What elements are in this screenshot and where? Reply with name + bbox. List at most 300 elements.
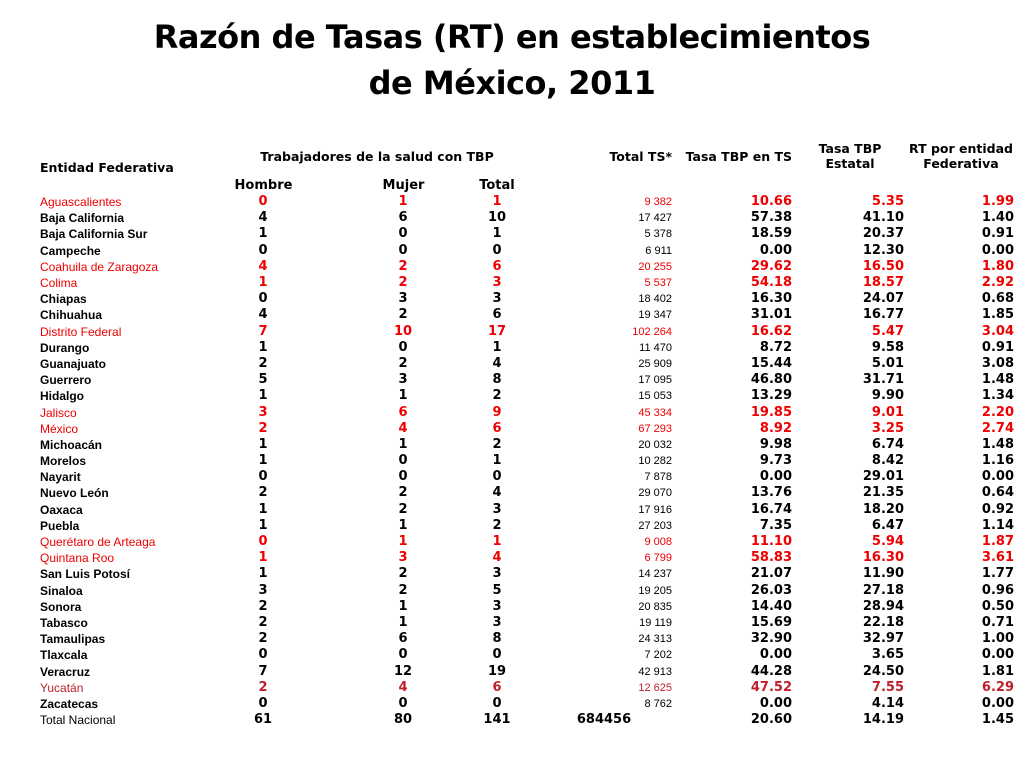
tasa-estatal-cell: 6.74 — [871, 436, 904, 452]
entidad-cell: Colima — [40, 276, 78, 291]
entidad-cell: Zacatecas — [40, 696, 99, 711]
tasa-estatal-cell: 3.65 — [871, 647, 904, 663]
hombre-cell: 0 — [258, 242, 268, 258]
tasa-estatal-cell: 9.58 — [871, 339, 904, 355]
mujer-cell: 2 — [398, 501, 408, 517]
tasa-estatal-cell: 20.37 — [862, 226, 904, 242]
tasa-ts-cell: 57.38 — [750, 210, 792, 226]
table-row — [38, 291, 1016, 307]
entidad-cell: Coahuila de Zaragoza — [40, 259, 159, 274]
mujer-cell: 1 — [398, 436, 408, 452]
tasa-ts-cell: 0.00 — [759, 695, 792, 711]
entidad-cell: Veracruz — [40, 664, 91, 679]
tasa-ts-cell: 19.85 — [750, 404, 792, 420]
table-row — [38, 631, 1016, 647]
hombre-cell: 4 — [258, 307, 268, 323]
tasa-estatal-cell: 16.50 — [862, 258, 904, 274]
mujer-cell: 1 — [398, 194, 408, 210]
header-tasa-estatal: Tasa TBP Estatal — [818, 141, 882, 171]
entidad-cell: Morelos — [40, 454, 87, 469]
total-cell: 3 — [492, 566, 502, 582]
hombre-cell: 2 — [258, 420, 268, 436]
tasa-ts-cell: 0.00 — [759, 647, 792, 663]
total-ts-cell: 19 205 — [638, 584, 672, 597]
tasa-estatal-cell: 4.14 — [871, 695, 904, 711]
mujer-cell: 6 — [398, 631, 408, 647]
title-line-2: de México, 2011 — [368, 64, 656, 102]
table-row — [38, 372, 1016, 388]
hombre-cell: 0 — [258, 647, 268, 663]
tasa-estatal-cell: 3.25 — [871, 420, 904, 436]
entidad-cell: Chihuahua — [40, 308, 102, 323]
hombre-cell: 1 — [258, 453, 268, 469]
entidad-cell: Hidalgo — [40, 389, 84, 404]
hombre-cell: 61 — [253, 712, 273, 728]
mujer-cell: 0 — [398, 453, 408, 469]
hombre-cell: 1 — [258, 388, 268, 404]
mujer-cell: 1 — [398, 614, 408, 630]
table-row — [38, 404, 1016, 420]
mujer-cell: 0 — [398, 695, 408, 711]
total-ts-cell: 45 334 — [638, 406, 672, 419]
rt-cell: 1.80 — [981, 258, 1014, 274]
entidad-cell: Guerrero — [40, 373, 92, 388]
total-ts-cell: 17 095 — [638, 374, 672, 387]
mujer-cell: 4 — [398, 679, 408, 695]
rt-cell: 0.91 — [981, 226, 1014, 242]
tasa-estatal-cell: 18.57 — [862, 275, 904, 291]
tasa-ts-cell: 15.44 — [750, 355, 792, 371]
hombre-cell: 1 — [258, 226, 268, 242]
header-mujer: Mujer — [382, 178, 425, 193]
rt-cell: 0.50 — [981, 598, 1014, 614]
mujer-cell: 10 — [393, 323, 413, 339]
tasa-ts-cell: 0.00 — [759, 469, 792, 485]
entidad-cell: Jalisco — [40, 405, 77, 420]
hombre-cell: 2 — [258, 355, 268, 371]
total-cell: 3 — [492, 291, 502, 307]
tasa-ts-cell: 9.73 — [759, 453, 792, 469]
mujer-cell: 0 — [398, 226, 408, 242]
total-cell: 1 — [492, 226, 502, 242]
tasa-estatal-cell: 9.90 — [871, 388, 904, 404]
total-cell: 3 — [492, 614, 502, 630]
total-ts-cell: 18 402 — [638, 293, 672, 306]
total-cell: 3 — [492, 598, 502, 614]
table-row — [38, 615, 1016, 631]
total-ts-cell: 20 032 — [638, 438, 672, 451]
entidad-cell: Total Nacional — [40, 713, 116, 728]
table-row — [38, 518, 1016, 534]
table-row — [38, 340, 1016, 356]
total-ts-cell: 15 053 — [638, 390, 672, 403]
total-cell: 0 — [492, 647, 502, 663]
tasa-estatal-cell: 14.19 — [862, 712, 904, 728]
hombre-cell: 1 — [258, 436, 268, 452]
total-cell: 1 — [492, 453, 502, 469]
total-cell: 2 — [492, 388, 502, 404]
total-ts-cell: 19 119 — [639, 616, 672, 629]
hombre-cell: 2 — [258, 614, 268, 630]
rt-cell: 0.91 — [981, 339, 1014, 355]
total-ts-cell: 10 282 — [638, 455, 672, 468]
total-ts-cell: 27 203 — [638, 519, 672, 532]
table-row — [38, 696, 1016, 712]
tasa-ts-cell: 15.69 — [750, 614, 792, 630]
total-ts-cell: 19 347 — [638, 309, 672, 322]
rt-cell: 1.34 — [981, 388, 1014, 404]
table-row — [38, 356, 1016, 372]
total-ts-cell: 17 427 — [638, 212, 672, 225]
rt-cell: 0.71 — [981, 614, 1014, 630]
total-ts-cell: 684456 — [576, 712, 632, 728]
tasa-estatal-cell: 5.94 — [871, 534, 904, 550]
tasa-estatal-cell: 18.20 — [862, 501, 904, 517]
tasa-estatal-cell: 16.77 — [862, 307, 904, 323]
total-cell: 8 — [492, 372, 502, 388]
total-cell: 8 — [492, 631, 502, 647]
total-cell: 19 — [487, 663, 507, 679]
hombre-cell: 3 — [258, 582, 268, 598]
total-cell: 1 — [492, 194, 502, 210]
tasa-ts-cell: 58.83 — [750, 550, 792, 566]
total-ts-cell: 25 909 — [638, 357, 672, 370]
table-row — [38, 485, 1016, 501]
total-ts-cell: 42 913 — [638, 665, 672, 678]
total-cell: 9 — [492, 404, 502, 420]
rt-cell: 1.85 — [981, 307, 1014, 323]
rt-cell: 1.16 — [981, 453, 1014, 469]
entidad-cell: Puebla — [40, 518, 80, 533]
hombre-cell: 0 — [258, 695, 268, 711]
entidad-cell: Distrito Federal — [40, 324, 122, 339]
table-row — [38, 259, 1016, 275]
mujer-cell: 2 — [398, 355, 408, 371]
tasa-estatal-cell: 7.55 — [871, 679, 904, 695]
entidad-cell: Michoacán — [40, 437, 103, 452]
hombre-cell: 1 — [258, 566, 268, 582]
mujer-cell: 0 — [398, 339, 408, 355]
rt-cell: 1.48 — [981, 436, 1014, 452]
total-cell: 4 — [492, 550, 502, 566]
tasa-ts-cell: 13.29 — [750, 388, 792, 404]
hombre-cell: 3 — [258, 404, 268, 420]
total-ts-cell: 12 625 — [638, 681, 672, 694]
rt-cell: 6.29 — [981, 679, 1014, 695]
rt-cell: 2.20 — [981, 404, 1014, 420]
entidad-cell: Yucatán — [40, 680, 84, 695]
rt-cell: 0.96 — [981, 582, 1014, 598]
tasa-ts-cell: 16.30 — [750, 291, 792, 307]
entidad-cell: Aguascalientes — [40, 195, 122, 210]
hombre-cell: 1 — [258, 339, 268, 355]
tasa-ts-cell: 26.03 — [750, 582, 792, 598]
mujer-cell: 2 — [398, 582, 408, 598]
header-trabajadores: Trabajadores de la salud con TBP — [260, 148, 494, 164]
total-ts-cell: 9 382 — [644, 196, 672, 209]
table-row — [38, 194, 1016, 210]
tasa-ts-cell: 9.98 — [759, 436, 792, 452]
total-cell: 0 — [492, 695, 502, 711]
table-row — [38, 388, 1016, 404]
entidad-cell: Tlaxcala — [40, 648, 88, 663]
hombre-cell: 2 — [258, 598, 268, 614]
table-row — [38, 583, 1016, 599]
tasa-estatal-cell: 16.30 — [862, 550, 904, 566]
entidad-cell: Nayarit — [40, 470, 81, 485]
rt-cell: 1.99 — [981, 194, 1014, 210]
total-ts-cell: 8 762 — [644, 697, 672, 710]
total-cell: 141 — [483, 712, 511, 728]
rt-cell: 0.00 — [981, 242, 1014, 258]
tasa-estatal-cell: 8.42 — [871, 453, 904, 469]
table-row — [38, 324, 1016, 340]
hombre-cell: 0 — [258, 534, 268, 550]
tasa-ts-cell: 29.62 — [750, 258, 792, 274]
mujer-cell: 0 — [398, 242, 408, 258]
header-entidad: Entidad Federativa — [40, 160, 174, 175]
table-row — [38, 550, 1016, 566]
tasa-ts-cell: 10.66 — [750, 194, 792, 210]
rt-cell: 2.92 — [981, 275, 1014, 291]
entidad-cell: Oaxaca — [40, 502, 83, 517]
entidad-cell: Campeche — [40, 243, 101, 258]
hombre-cell: 7 — [258, 663, 268, 679]
mujer-cell: 4 — [398, 420, 408, 436]
table-row — [38, 453, 1016, 469]
rt-cell: 3.04 — [981, 323, 1014, 339]
hombre-cell: 0 — [258, 194, 268, 210]
rt-cell: 0.64 — [981, 485, 1014, 501]
tasa-estatal-cell: 31.71 — [862, 372, 904, 388]
total-ts-cell: 6 799 — [644, 552, 672, 565]
rates-table-container — [38, 136, 1014, 728]
tasa-estatal-cell: 12.30 — [862, 242, 904, 258]
tasa-ts-cell: 20.60 — [750, 712, 792, 728]
table-body — [38, 194, 1016, 728]
table-row — [38, 210, 1016, 226]
header-total-ts: Total TS* — [609, 148, 672, 164]
table-row — [38, 663, 1016, 679]
table-row — [38, 437, 1016, 453]
mujer-cell: 2 — [398, 275, 408, 291]
hombre-cell: 1 — [258, 517, 268, 533]
total-ts-cell: 5 378 — [644, 228, 672, 241]
entidad-cell: San Luis Potosí — [40, 567, 131, 582]
tasa-estatal-cell: 24.50 — [862, 663, 904, 679]
total-ts-cell: 24 313 — [638, 633, 672, 646]
total-cell: 1 — [492, 339, 502, 355]
header-rt: RT por entidad Federativa — [909, 141, 1013, 171]
tasa-ts-cell: 16.62 — [750, 323, 792, 339]
rt-cell: 1.87 — [981, 534, 1014, 550]
rt-cell: 1.00 — [981, 631, 1014, 647]
total-cell: 6 — [492, 258, 502, 274]
tasa-ts-cell: 8.72 — [759, 339, 792, 355]
rt-cell: 0.68 — [981, 291, 1014, 307]
mujer-cell: 2 — [398, 307, 408, 323]
rt-cell: 2.74 — [981, 420, 1014, 436]
mujer-cell: 3 — [398, 291, 408, 307]
total-ts-cell: 67 293 — [638, 422, 672, 435]
total-cell: 10 — [487, 210, 507, 226]
table-row — [38, 243, 1016, 259]
hombre-cell: 0 — [258, 291, 268, 307]
hombre-cell: 1 — [258, 550, 268, 566]
total-cell: 0 — [492, 242, 502, 258]
total-cell: 5 — [492, 582, 502, 598]
table-row — [38, 680, 1016, 696]
rt-cell: 1.48 — [981, 372, 1014, 388]
entidad-cell: Querétaro de Arteaga — [40, 535, 156, 550]
rt-cell: 3.61 — [981, 550, 1014, 566]
rt-cell: 1.45 — [981, 712, 1014, 728]
hombre-cell: 5 — [258, 372, 268, 388]
mujer-cell: 1 — [398, 388, 408, 404]
tasa-estatal-cell: 22.18 — [862, 614, 904, 630]
entidad-cell: México — [40, 421, 79, 436]
rt-cell: 1.81 — [981, 663, 1014, 679]
mujer-cell: 3 — [398, 550, 408, 566]
hombre-cell: 2 — [258, 679, 268, 695]
tasa-estatal-cell: 11.90 — [862, 566, 904, 582]
rt-cell: 1.77 — [981, 566, 1014, 582]
total-cell: 17 — [487, 323, 507, 339]
rt-cell: 0.00 — [981, 695, 1014, 711]
mujer-cell: 1 — [398, 517, 408, 533]
mujer-cell: 12 — [393, 663, 413, 679]
tasa-estatal-cell: 29.01 — [862, 469, 904, 485]
tasa-ts-cell: 47.52 — [750, 679, 792, 695]
header-hombre: Hombre — [234, 178, 293, 193]
rt-cell: 1.40 — [981, 210, 1014, 226]
tasa-ts-cell: 8.92 — [759, 420, 792, 436]
entidad-cell: Sinaloa — [40, 583, 83, 598]
total-ts-cell: 11 470 — [639, 341, 672, 354]
total-ts-cell: 29 070 — [638, 487, 672, 500]
table-row — [38, 275, 1016, 291]
mujer-cell: 0 — [398, 647, 408, 663]
tasa-estatal-cell: 32.97 — [862, 631, 904, 647]
mujer-cell: 80 — [393, 712, 413, 728]
tasa-estatal-cell: 5.47 — [871, 323, 904, 339]
hombre-cell: 4 — [258, 210, 268, 226]
mujer-cell: 2 — [398, 485, 408, 501]
hombre-cell: 2 — [258, 485, 268, 501]
tasa-ts-cell: 11.10 — [750, 534, 792, 550]
mujer-cell: 1 — [398, 598, 408, 614]
table-row — [38, 469, 1016, 485]
rt-cell: 1.14 — [981, 517, 1014, 533]
total-cell: 6 — [492, 307, 502, 323]
tasa-ts-cell: 32.90 — [750, 631, 792, 647]
table-row — [38, 307, 1016, 323]
total-cell: 0 — [492, 469, 502, 485]
total-cell: 6 — [492, 420, 502, 436]
mujer-cell: 2 — [398, 566, 408, 582]
tasa-ts-cell: 18.59 — [750, 226, 792, 242]
entidad-cell: Guanajuato — [40, 356, 107, 371]
tasa-ts-cell: 7.35 — [759, 517, 792, 533]
mujer-cell: 0 — [398, 469, 408, 485]
header-tasa-ts: Tasa TBP en TS — [685, 148, 792, 164]
tasa-ts-cell: 44.28 — [750, 663, 792, 679]
total-ts-cell: 7 878 — [644, 471, 672, 484]
rt-cell: 0.92 — [981, 501, 1014, 517]
total-cell: 1 — [492, 534, 502, 550]
total-ts-cell: 14 237 — [638, 568, 672, 581]
tasa-ts-cell: 13.76 — [750, 485, 792, 501]
tasa-ts-cell: 0.00 — [759, 242, 792, 258]
page-title — [0, 14, 1024, 106]
entidad-cell: Chiapas — [40, 292, 87, 307]
total-ts-cell: 20 255 — [638, 260, 672, 273]
mujer-cell: 6 — [398, 404, 408, 420]
total-cell: 4 — [492, 485, 502, 501]
tasa-estatal-cell: 5.01 — [871, 355, 904, 371]
mujer-cell: 6 — [398, 210, 408, 226]
hombre-cell: 2 — [258, 631, 268, 647]
total-ts-cell: 5 537 — [644, 277, 672, 290]
total-cell: 2 — [492, 517, 502, 533]
total-ts-cell: 20 835 — [638, 600, 672, 613]
tasa-estatal-cell: 5.35 — [871, 194, 904, 210]
rates-table — [38, 136, 1016, 728]
table-header — [38, 136, 1016, 194]
hombre-cell: 4 — [258, 258, 268, 274]
table-row — [38, 534, 1016, 550]
table-row — [38, 502, 1016, 518]
rt-cell: 0.00 — [981, 647, 1014, 663]
total-ts-cell: 7 202 — [644, 649, 672, 662]
entidad-cell: Tamaulipas — [40, 632, 106, 647]
tasa-estatal-cell: 21.35 — [862, 485, 904, 501]
mujer-cell: 2 — [398, 258, 408, 274]
entidad-cell: Sonora — [40, 599, 82, 614]
tasa-estatal-cell: 41.10 — [862, 210, 904, 226]
total-row — [38, 712, 1016, 728]
table-row — [38, 647, 1016, 663]
mujer-cell: 3 — [398, 372, 408, 388]
tasa-ts-cell: 14.40 — [750, 598, 792, 614]
total-cell: 4 — [492, 355, 502, 371]
table-row — [38, 421, 1016, 437]
entidad-cell: Quintana Roo — [40, 551, 115, 566]
entidad-cell: Baja California Sur — [40, 227, 148, 242]
table-row — [38, 599, 1016, 615]
total-cell: 3 — [492, 275, 502, 291]
tasa-estatal-cell: 9.01 — [871, 404, 904, 420]
total-cell: 3 — [492, 501, 502, 517]
table-row — [38, 226, 1016, 242]
entidad-cell: Durango — [40, 340, 90, 355]
title-line-1: Razón de Tasas (RT) en establecimientos — [153, 18, 871, 56]
tasa-estatal-cell: 28.94 — [862, 598, 904, 614]
total-ts-cell: 102 264 — [632, 325, 672, 338]
entidad-cell: Tabasco — [40, 615, 88, 630]
total-cell: 2 — [492, 436, 502, 452]
hombre-cell: 1 — [258, 275, 268, 291]
tasa-estatal-cell: 27.18 — [862, 582, 904, 598]
tasa-ts-cell: 21.07 — [750, 566, 792, 582]
tasa-estatal-cell: 24.07 — [862, 291, 904, 307]
tasa-estatal-cell: 6.47 — [871, 517, 904, 533]
total-ts-cell: 6 911 — [645, 244, 672, 257]
total-ts-cell: 17 916 — [638, 503, 672, 516]
hombre-cell: 0 — [258, 469, 268, 485]
hombre-cell: 7 — [258, 323, 268, 339]
table-row — [38, 566, 1016, 582]
